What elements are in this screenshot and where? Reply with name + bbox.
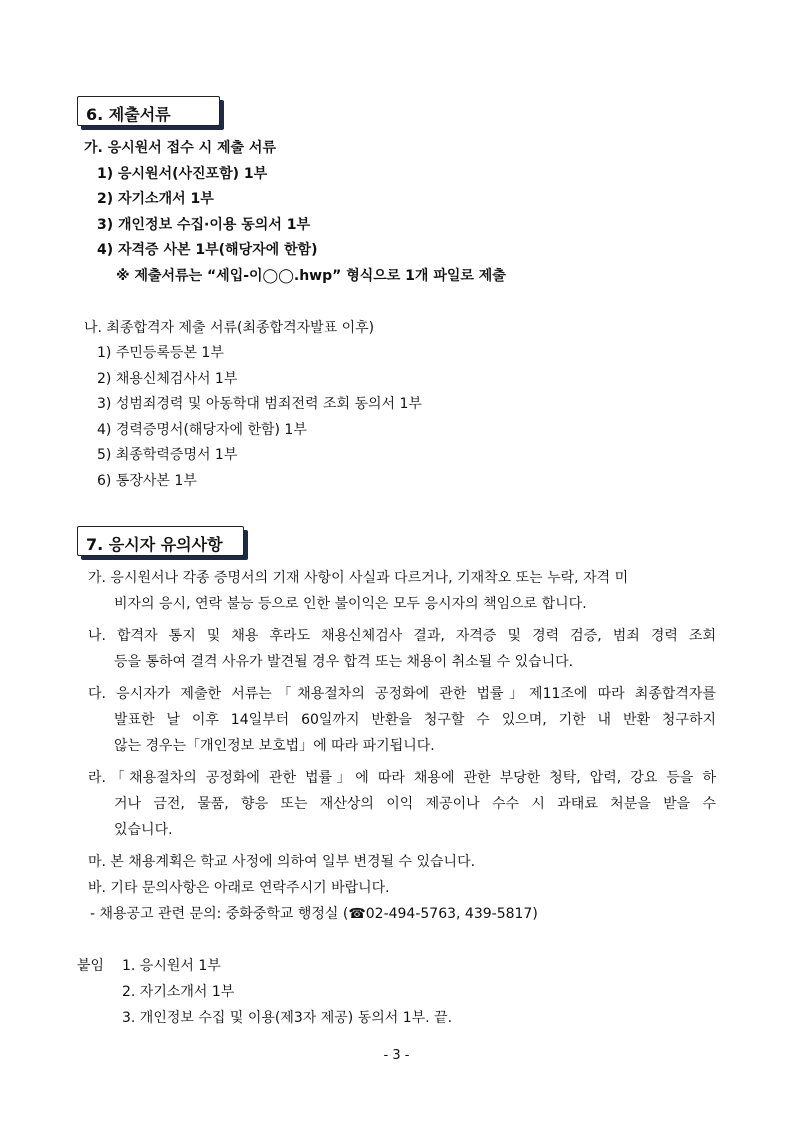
attachment-item-1: 1. 응시원서 1부 [122,958,221,974]
section-6-a-item-4: 4) 자격증 사본 1부(해당자에 한함) [97,242,318,258]
section-6-b-title: 나. 최종합격자 제출 서류(최종합격자발표 이후) [84,320,375,336]
notice-ra-line-1: 라.「채용절차의 공정화에 관한 법률」에 따라 채용에 관한 부당한 청탁, 압력, 강요 등을 하 [88,770,716,786]
section-6-a-note: ※ 제출서류는 “세입-이◯◯.hwp” 형식으로 1개 파일로 제출 [116,268,506,284]
contact-line: - 채용공고 관련 문의: 중화중학교 행정실 (☎02-494-5763, 439-5817) [90,906,538,922]
notice-da-line-3: 않는 경우는「개인정보 보호법」에 따라 파기됩니다. [114,738,435,754]
attachment-item-3: 3. 개인정보 수집 및 이용(제3자 제공) 동의서 1부. 끝. [122,1010,453,1026]
section-6-b-item-1: 1) 주민등록등본 1부 [97,345,224,361]
section-6-a-item-2: 2) 자기소개서 1부 [97,191,214,207]
section-6-heading-text: 6. 제출서류 [86,105,171,124]
notice-ra-line-3: 있습니다. [114,822,173,838]
section-6-a-item-3: 3) 개인정보 수집·이용 동의서 1부 [97,217,310,233]
section-6-heading [77,96,220,126]
notice-ga-line-2: 비자의 응시, 연락 불능 등으로 인한 불이익은 모두 응시자의 책임으로 합니다. [114,596,587,612]
section-6-a-item-1: 1) 응시원서(사진포함) 1부 [97,166,268,182]
notice-na-line-1: 나. 합격자 통지 및 채용 후라도 채용신체검사 결과, 자격증 및 경력 검증, 범죄 경력 조회 [88,628,716,644]
section-6-b-item-5: 5) 최종학력증명서 1부 [97,447,238,463]
notice-na-line-2: 등을 통하여 결격 사유가 발견될 경우 합격 또는 채용이 취소될 수 있습니다. [114,654,574,670]
section-7-heading-text: 7. 응시자 유의사항 [86,535,223,554]
notice-da-line-2: 발표한 날 이후 14일부터 60일까지 반환을 청구할 수 있으며, 기한 내 반환 청구하지 [114,712,716,728]
section-6-b-item-4: 4) 경력증명서(해당자에 한함) 1부 [97,422,307,438]
section-7-heading [77,526,244,556]
notice-ba: 바. 기타 문의사항은 아래로 연락주시기 바랍니다. [88,880,390,896]
notice-ga-line-1: 가. 응시원서나 각종 증명서의 기재 사항이 사실과 다르거나, 기재착오 또는 누락, 자격 미 [88,570,629,586]
section-6-b-item-6: 6) 통장사본 1부 [97,473,197,489]
attachments-label: 붙임 [77,958,105,974]
notice-ra-line-2: 거나 금전, 물품, 향응 또는 재산상의 이익 제공이나 수수 시 과태료 처분을 받을 수 [114,796,716,812]
section-6-a-title: 가. 응시원서 접수 시 제출 서류 [84,140,276,156]
attachment-item-2: 2. 자기소개서 1부 [122,984,235,1000]
notice-ma: 마. 본 채용계획은 학교 사정에 의하여 일부 변경될 수 있습니다. [88,854,476,870]
section-6-b-item-2: 2) 채용신체검사서 1부 [97,371,238,387]
section-6-b-item-3: 3) 성범죄경력 및 아동학대 범죄전력 조회 동의서 1부 [97,396,422,412]
page-number: - 3 - [383,1048,410,1063]
notice-da-line-1: 다. 응시자가 제출한 서류는「채용절차의 공정화에 관한 법률」제11조에 따라 최종합격자를 [88,686,716,702]
